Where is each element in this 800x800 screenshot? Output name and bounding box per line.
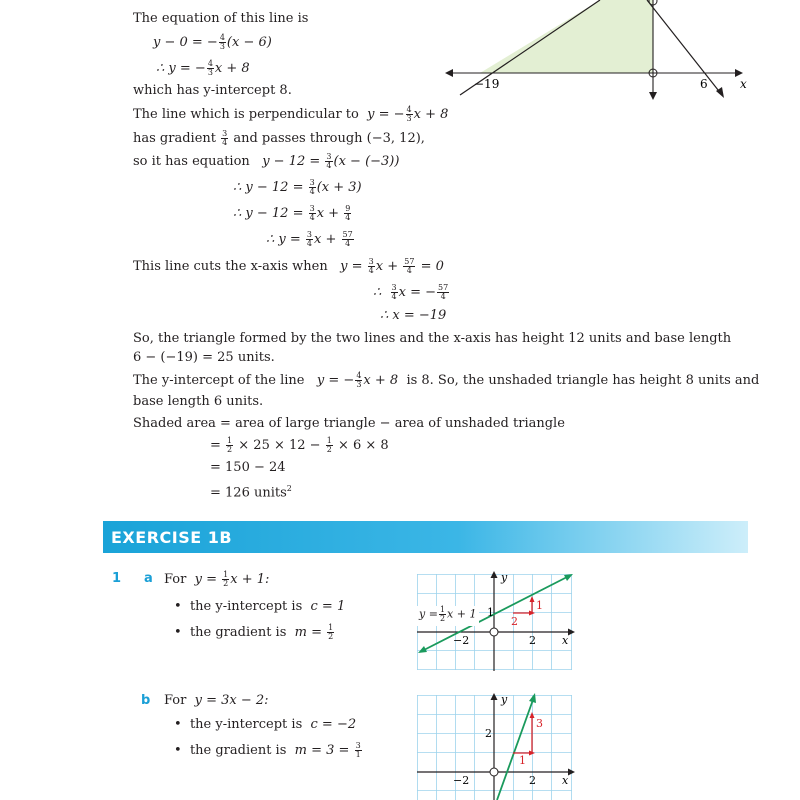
yint2-eq-pre: y = − [316, 373, 355, 388]
frac-num: 3 [355, 741, 361, 750]
part-b-bullet2 [174, 742, 363, 759]
soeq-eq [262, 154, 399, 169]
question-number: 1 [112, 571, 122, 586]
perp-eq-pre: y = − [367, 107, 405, 122]
worked-yintercept: which has y-intercept 8. [133, 83, 292, 98]
part-b-label: b [141, 693, 151, 708]
eq-a-frac [219, 34, 226, 51]
step4-mid: x + [314, 232, 337, 247]
perp-eq [367, 107, 448, 122]
step2-frac [309, 179, 316, 196]
frac-den: 4 [440, 292, 446, 301]
bullet-dot: • [174, 743, 182, 758]
worked-base-line: base length 6 units. [133, 394, 264, 409]
a-b1-pre: the y-intercept is [189, 599, 303, 614]
label-neg19: −19 [474, 77, 500, 91]
worked-so-equation [133, 153, 399, 170]
worked-step2 [233, 179, 362, 196]
frac-den: 4 [345, 239, 351, 248]
step3-frac1 [309, 205, 316, 222]
worked-area1 [210, 437, 389, 454]
frac-num: 9 [345, 204, 351, 213]
frac-den: 4 [391, 292, 397, 301]
graph-b-label-neg2: −2 [453, 774, 470, 787]
a-for-eq-pre: y = [194, 572, 217, 587]
area1-mid: × 25 × 12 − [238, 438, 321, 453]
worked-cuts [133, 258, 444, 275]
exercise-title: EXERCISE 1B [111, 528, 233, 547]
x-axis-arrow-left [445, 69, 453, 77]
cuts-post: = 0 [420, 259, 444, 274]
frac-num: 3 [391, 283, 397, 292]
cuts2-frac1 [391, 284, 398, 301]
b-b1-pre: the y-intercept is [189, 717, 303, 732]
frac-den: 4 [406, 266, 412, 275]
soeq-eq-post: (x − (−3)) [333, 154, 400, 169]
soeq-eq-pre: y − 12 = [262, 154, 321, 169]
cuts-eq-pre: y = [340, 259, 363, 274]
graph-b-label-rise: 3 [536, 717, 543, 730]
a-for-frac [222, 571, 229, 588]
bullet-dot: • [174, 717, 182, 732]
step2-post: (x + 3) [316, 180, 362, 195]
step3-pre: ∴ y − 12 = [233, 206, 304, 221]
frac-den: 3 [207, 68, 213, 77]
perp-eq-frac [406, 106, 413, 123]
worked-eq-a [153, 34, 272, 51]
frac-num: 57 [404, 257, 415, 266]
worked-step3 [233, 205, 352, 222]
worked-area2: = 150 − 24 [210, 460, 286, 475]
part-a-label: a [144, 571, 153, 586]
cuts-eq [340, 259, 444, 274]
b-b2-pre: the gradient is [189, 743, 287, 758]
graph-b-line-arrow [529, 693, 536, 703]
worked-area3 [210, 481, 292, 501]
frac-den: 2 [223, 579, 229, 588]
area3-sup: 2 [286, 484, 292, 493]
frac-den: 3 [356, 380, 362, 389]
frac-num: 4 [207, 59, 213, 68]
cuts2-mid: x = − [398, 285, 437, 300]
graph-a-label-x: x [562, 634, 569, 647]
frac-den: 1 [355, 750, 361, 759]
b-for-pre: For [164, 693, 187, 708]
graph-b [417, 693, 577, 800]
frac-num: 4 [219, 33, 225, 42]
eq-b-frac [207, 60, 214, 77]
graph-b-tri-arrow-v [530, 712, 535, 718]
frac-den: 2 [328, 632, 334, 641]
a-b2-frac [327, 624, 334, 641]
frac-num: 4 [356, 371, 362, 380]
b-b2-eq [295, 743, 363, 758]
bullet-dot: • [174, 625, 182, 640]
a-b2-eq-pre: m = [294, 625, 323, 640]
worked-yint2 [133, 372, 759, 389]
graph-a-line-arrow-start [418, 646, 427, 653]
frac-num: 3 [368, 257, 374, 266]
cuts-frac2 [403, 258, 415, 275]
frac-den: 4 [306, 239, 313, 248]
part-a-bullet2 [174, 624, 335, 641]
eq-b-post: x + 8 [214, 61, 250, 76]
worked-eq-b [156, 60, 250, 77]
step3-mid: x + [316, 206, 340, 221]
step4-frac1 [306, 231, 313, 248]
frac-den: 4 [345, 213, 351, 222]
part-b-for [164, 693, 269, 709]
y-axis-arrow-down [649, 92, 657, 100]
step4-frac2 [342, 231, 354, 248]
graph-b-label-2y: 2 [485, 727, 492, 740]
label-x: x [740, 77, 747, 91]
b-for-eq: y = 3x − 2: [194, 693, 269, 708]
worked-so-line2: 6 − (−19) = 25 units. [133, 350, 275, 365]
frac-num: 1 [326, 436, 332, 445]
graph-a-label-neg2: −2 [453, 634, 470, 647]
graph-a-label-run: 2 [511, 615, 518, 628]
graph-b-label-run: 1 [519, 754, 526, 767]
frac-den: 3 [219, 42, 225, 51]
b-b2-eq-pre: m = 3 = [294, 743, 350, 758]
frac-num: 3 [326, 152, 332, 161]
graph-b-label-2x: 2 [529, 774, 536, 787]
frac-den: 3 [406, 114, 412, 123]
a-b2-pre: the gradient is [189, 625, 287, 640]
graph-a-label-1: 1 [487, 606, 494, 619]
a-b1-eq: c = 1 [310, 599, 346, 614]
bullet-dot: • [174, 599, 182, 614]
frac-num: 3 [309, 178, 315, 187]
yint2-pre: The y-intercept of the line [133, 373, 305, 388]
frac-num: 57 [342, 230, 353, 239]
frac-den: 4 [368, 266, 374, 275]
eq-b-pre: ∴ y = − [156, 61, 206, 76]
worked-gradient [133, 130, 425, 147]
frac-num: 3 [306, 230, 313, 239]
cuts-text: This line cuts the x-axis when [133, 259, 328, 274]
graph-a-equation-label [419, 606, 476, 623]
a-for-pre: For [164, 572, 187, 587]
soeq-text: so it has equation [133, 154, 250, 169]
a-for-eq [195, 572, 270, 587]
worked-line-equation-intro: The equation of this line is [133, 11, 309, 26]
top-triangle-graph [440, 0, 760, 110]
area1-post: × 6 × 8 [337, 438, 389, 453]
line-right-falling [647, 0, 722, 95]
a-b2-eq [295, 625, 336, 640]
graph-a-eq-pre: y = [419, 607, 438, 621]
frac-num: 1 [227, 436, 233, 445]
yint2-eq-post: x + 8 [363, 373, 399, 388]
label-6: 6 [700, 77, 708, 91]
gradient-post: and passes through (−3, 12), [233, 131, 425, 146]
area1-frac2 [326, 437, 333, 454]
gradient-pre: has gradient [133, 131, 216, 146]
area3-pre: = 126 units [210, 485, 287, 501]
frac-den: 4 [222, 138, 228, 147]
graph-b-label-y: y [501, 693, 508, 706]
part-a-bullet1 [174, 599, 345, 615]
cuts2-frac2 [437, 284, 449, 301]
worked-perpendicular [133, 106, 448, 123]
part-b-bullet1 [174, 717, 356, 733]
graph-a-label-y: y [501, 571, 508, 584]
graph-b-y-arrow [491, 693, 498, 700]
frac-num: 4 [406, 105, 412, 114]
shaded-triangle-region [480, 0, 653, 73]
frac-den: 2 [326, 445, 332, 454]
eq-a-pre: y − 0 = − [153, 35, 218, 50]
b-b2-frac [355, 742, 362, 759]
cuts2-pre: ∴ [373, 285, 382, 300]
frac-den: 4 [309, 213, 315, 222]
cuts-mid: x + [375, 259, 399, 274]
x-axis-arrow-right [735, 69, 743, 77]
step2-pre: ∴ y − 12 = [233, 180, 304, 195]
worked-step4 [266, 231, 355, 248]
frac-num: 3 [222, 129, 228, 138]
perp-eq-post: x + 8 [413, 107, 449, 122]
area1-pre: = [210, 438, 221, 453]
frac-num: 1 [328, 623, 334, 632]
frac-den: 2 [227, 445, 233, 454]
perp-text: The line which is perpendicular to [133, 107, 359, 122]
exercise-banner [103, 521, 748, 553]
frac-num: 57 [438, 283, 449, 292]
step4-pre: ∴ y = [266, 232, 301, 247]
frac-num: 1 [439, 605, 446, 614]
gradient-frac [221, 130, 228, 147]
worked-cuts3: ∴ x = −19 [380, 308, 447, 323]
graph-a-eq-frac [439, 606, 446, 623]
cuts-frac1 [368, 258, 375, 275]
area1-frac1 [226, 437, 233, 454]
yint2-post: is 8. So, the unshaded triangle has height 8 units and [406, 373, 760, 388]
b-b1-eq: c = −2 [310, 717, 357, 732]
frac-num: 3 [309, 204, 315, 213]
graph-a-origin [490, 628, 498, 636]
eq-a-post: (x − 6) [226, 35, 272, 50]
graph-a-eq-post: x + 1 [447, 607, 477, 621]
frac-den: 4 [309, 187, 315, 196]
graph-a-label-rise: 1 [536, 599, 543, 612]
frac-den: 2 [439, 614, 446, 623]
step3-frac2 [344, 205, 351, 222]
frac-num: 1 [223, 570, 229, 579]
graph-a-label-2: 2 [529, 634, 536, 647]
graph-b-label-x: x [562, 774, 569, 787]
soeq-frac [325, 153, 332, 170]
worked-so-line1: So, the triangle formed by the two lines and the x-axis has height 12 units and base length [133, 331, 732, 346]
yint2-frac [355, 372, 362, 389]
graph-a-tri-arrow-v [530, 596, 535, 602]
worked-cuts2 [373, 284, 450, 301]
a-for-eq-post: x + 1: [230, 572, 270, 587]
part-a-for [164, 571, 269, 588]
frac-den: 4 [326, 161, 332, 170]
graph-b-origin [490, 768, 498, 776]
yint2-eq [317, 373, 398, 388]
worked-shaded-line: Shaded area = area of large triangle − area of unshaded triangle [133, 416, 565, 431]
